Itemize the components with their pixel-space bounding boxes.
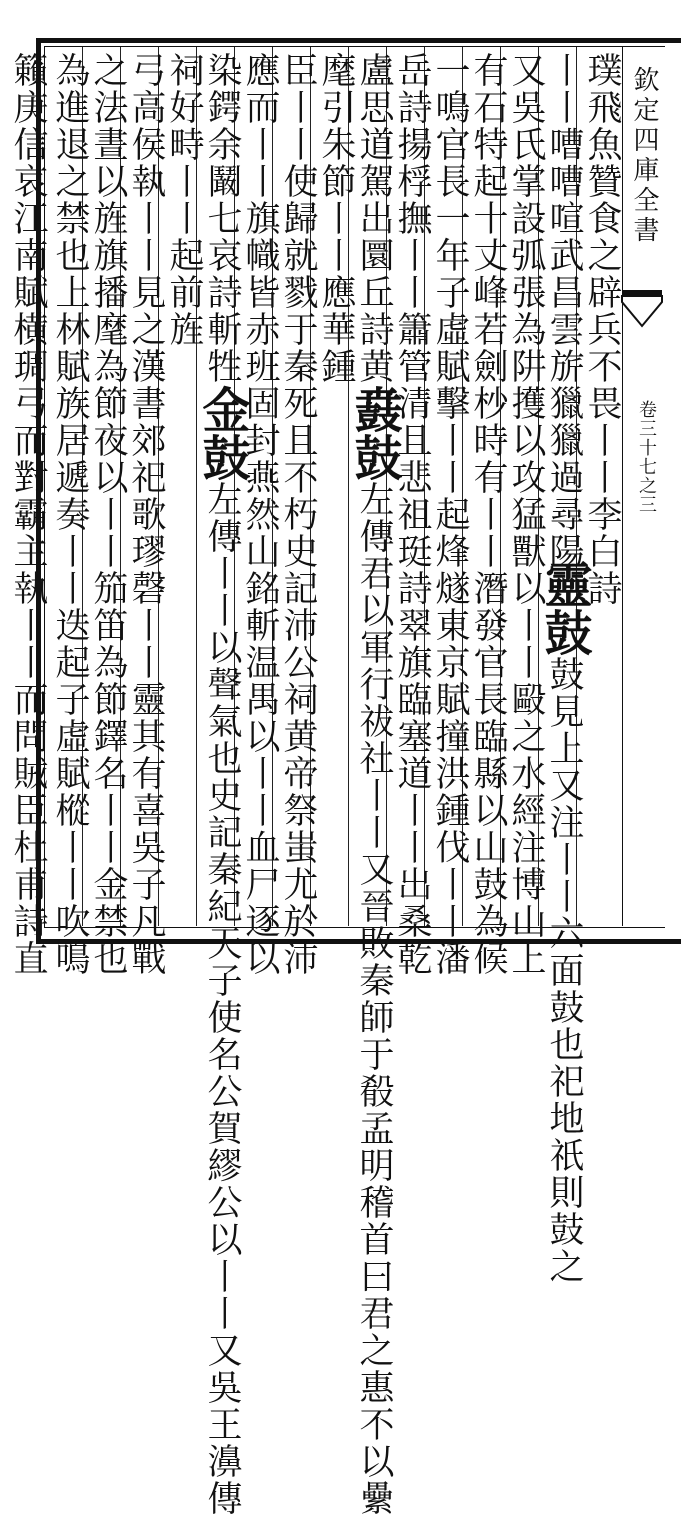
heading-jin-gu: 金鼓: [194, 385, 250, 481]
fish-tail-icon: [622, 296, 662, 336]
text-column-16: [8, 52, 48, 977]
text-column-12: [164, 52, 204, 922]
heading-fen-text: 左傳君以軍行祓社丨丨又晉敗秦師于殽孟明稽首曰君之惠不以纍: [354, 481, 394, 1517]
column-text: 為進退之禁也上林賦族居遞奏丨丨迭起子虛賦樅丨丨吹鳴: [50, 52, 90, 977]
heading-jin-text: 左傳丨丨以聲氣也史記秦紀天子使名公賀繆公以丨丨又吳王濞傳: [202, 481, 242, 1517]
column-text: 之法晝以旌旗播麾為節夜以丨丨笳笛為節鐸名丨丨金禁也: [88, 52, 128, 977]
text-column-15: [50, 52, 90, 977]
column-text: 弓高侯執丨丨見之漢書郊祀歌璆磬丨丨靈其有喜吳子凡戰: [126, 52, 166, 977]
margin-volume: 卷三十七之三: [636, 400, 657, 514]
text-column-5: [430, 52, 470, 977]
text-column-7: [346, 52, 402, 1517]
column-text: 一鳴官長一年子虛賦擊丨丨起烽燧東京賦撞洪鍾伐丨丨潘: [430, 52, 470, 977]
heading-ling-gu: 靈鼓: [536, 560, 592, 656]
column-text: 麾引朱節丨丨應華鍾: [316, 52, 356, 385]
column-text: 盧思道駕出圜丘詩黄: [354, 52, 394, 385]
text-column-6: [392, 52, 432, 977]
text-column-3: [506, 52, 546, 977]
column-text: 丨丨嘈嘈喧武昌雲旂獵獵過尋陽: [544, 52, 584, 570]
column-text: 有石特起十丈峰若劍杪時有丨丨潛發官長臨縣以山鼓為候: [468, 52, 508, 977]
text-column-8: [316, 52, 356, 922]
column-text: 染鍔余鬫七哀詩斬牲: [202, 52, 242, 385]
column-text: 應而丨丨旗幟皆赤班固封燕然山銘斬温禺以丨丨血尸逐以: [240, 52, 280, 977]
column-text: 又吳氏掌設弧張為阱擭以攻猛獸以丨丨毆之水經注博山上: [506, 52, 546, 977]
column-text: 祠好畤丨丨起前旌: [164, 52, 204, 348]
column-text: 璞飛魚贊食之辟兵不畏丨丨李白詩: [582, 52, 622, 607]
column-text: 籟庚信哀江南賦横琱弓而對霸主執丨丨而問賊臣杜甫詩直: [8, 52, 48, 977]
text-column-4: [468, 52, 508, 977]
column-text: 岳詩揚桴撫丨丨簫管清且悲祖珽詩翠旗臨塞道丨丨出桑乾: [392, 52, 432, 977]
text-column-14: [88, 52, 128, 977]
heading-fen-gu: 鼖鼓: [346, 385, 402, 481]
heading-ling-text: 鼓見上又注丨丨六面鼓也祀地祇則鼓之: [544, 656, 584, 1285]
text-column-10: [240, 52, 280, 977]
text-column-1: [582, 52, 622, 922]
heading-ling-block: [536, 560, 592, 1285]
text-column-11: [194, 52, 250, 1517]
margin-book-title: 欽定四庫全書: [629, 66, 659, 246]
column-text: 臣丨丨使歸就戮于秦死且不朽史記沛公祠黄帝祭蚩尤於沛: [278, 52, 318, 977]
text-column-9: [278, 52, 318, 977]
text-column-13: [126, 52, 166, 977]
